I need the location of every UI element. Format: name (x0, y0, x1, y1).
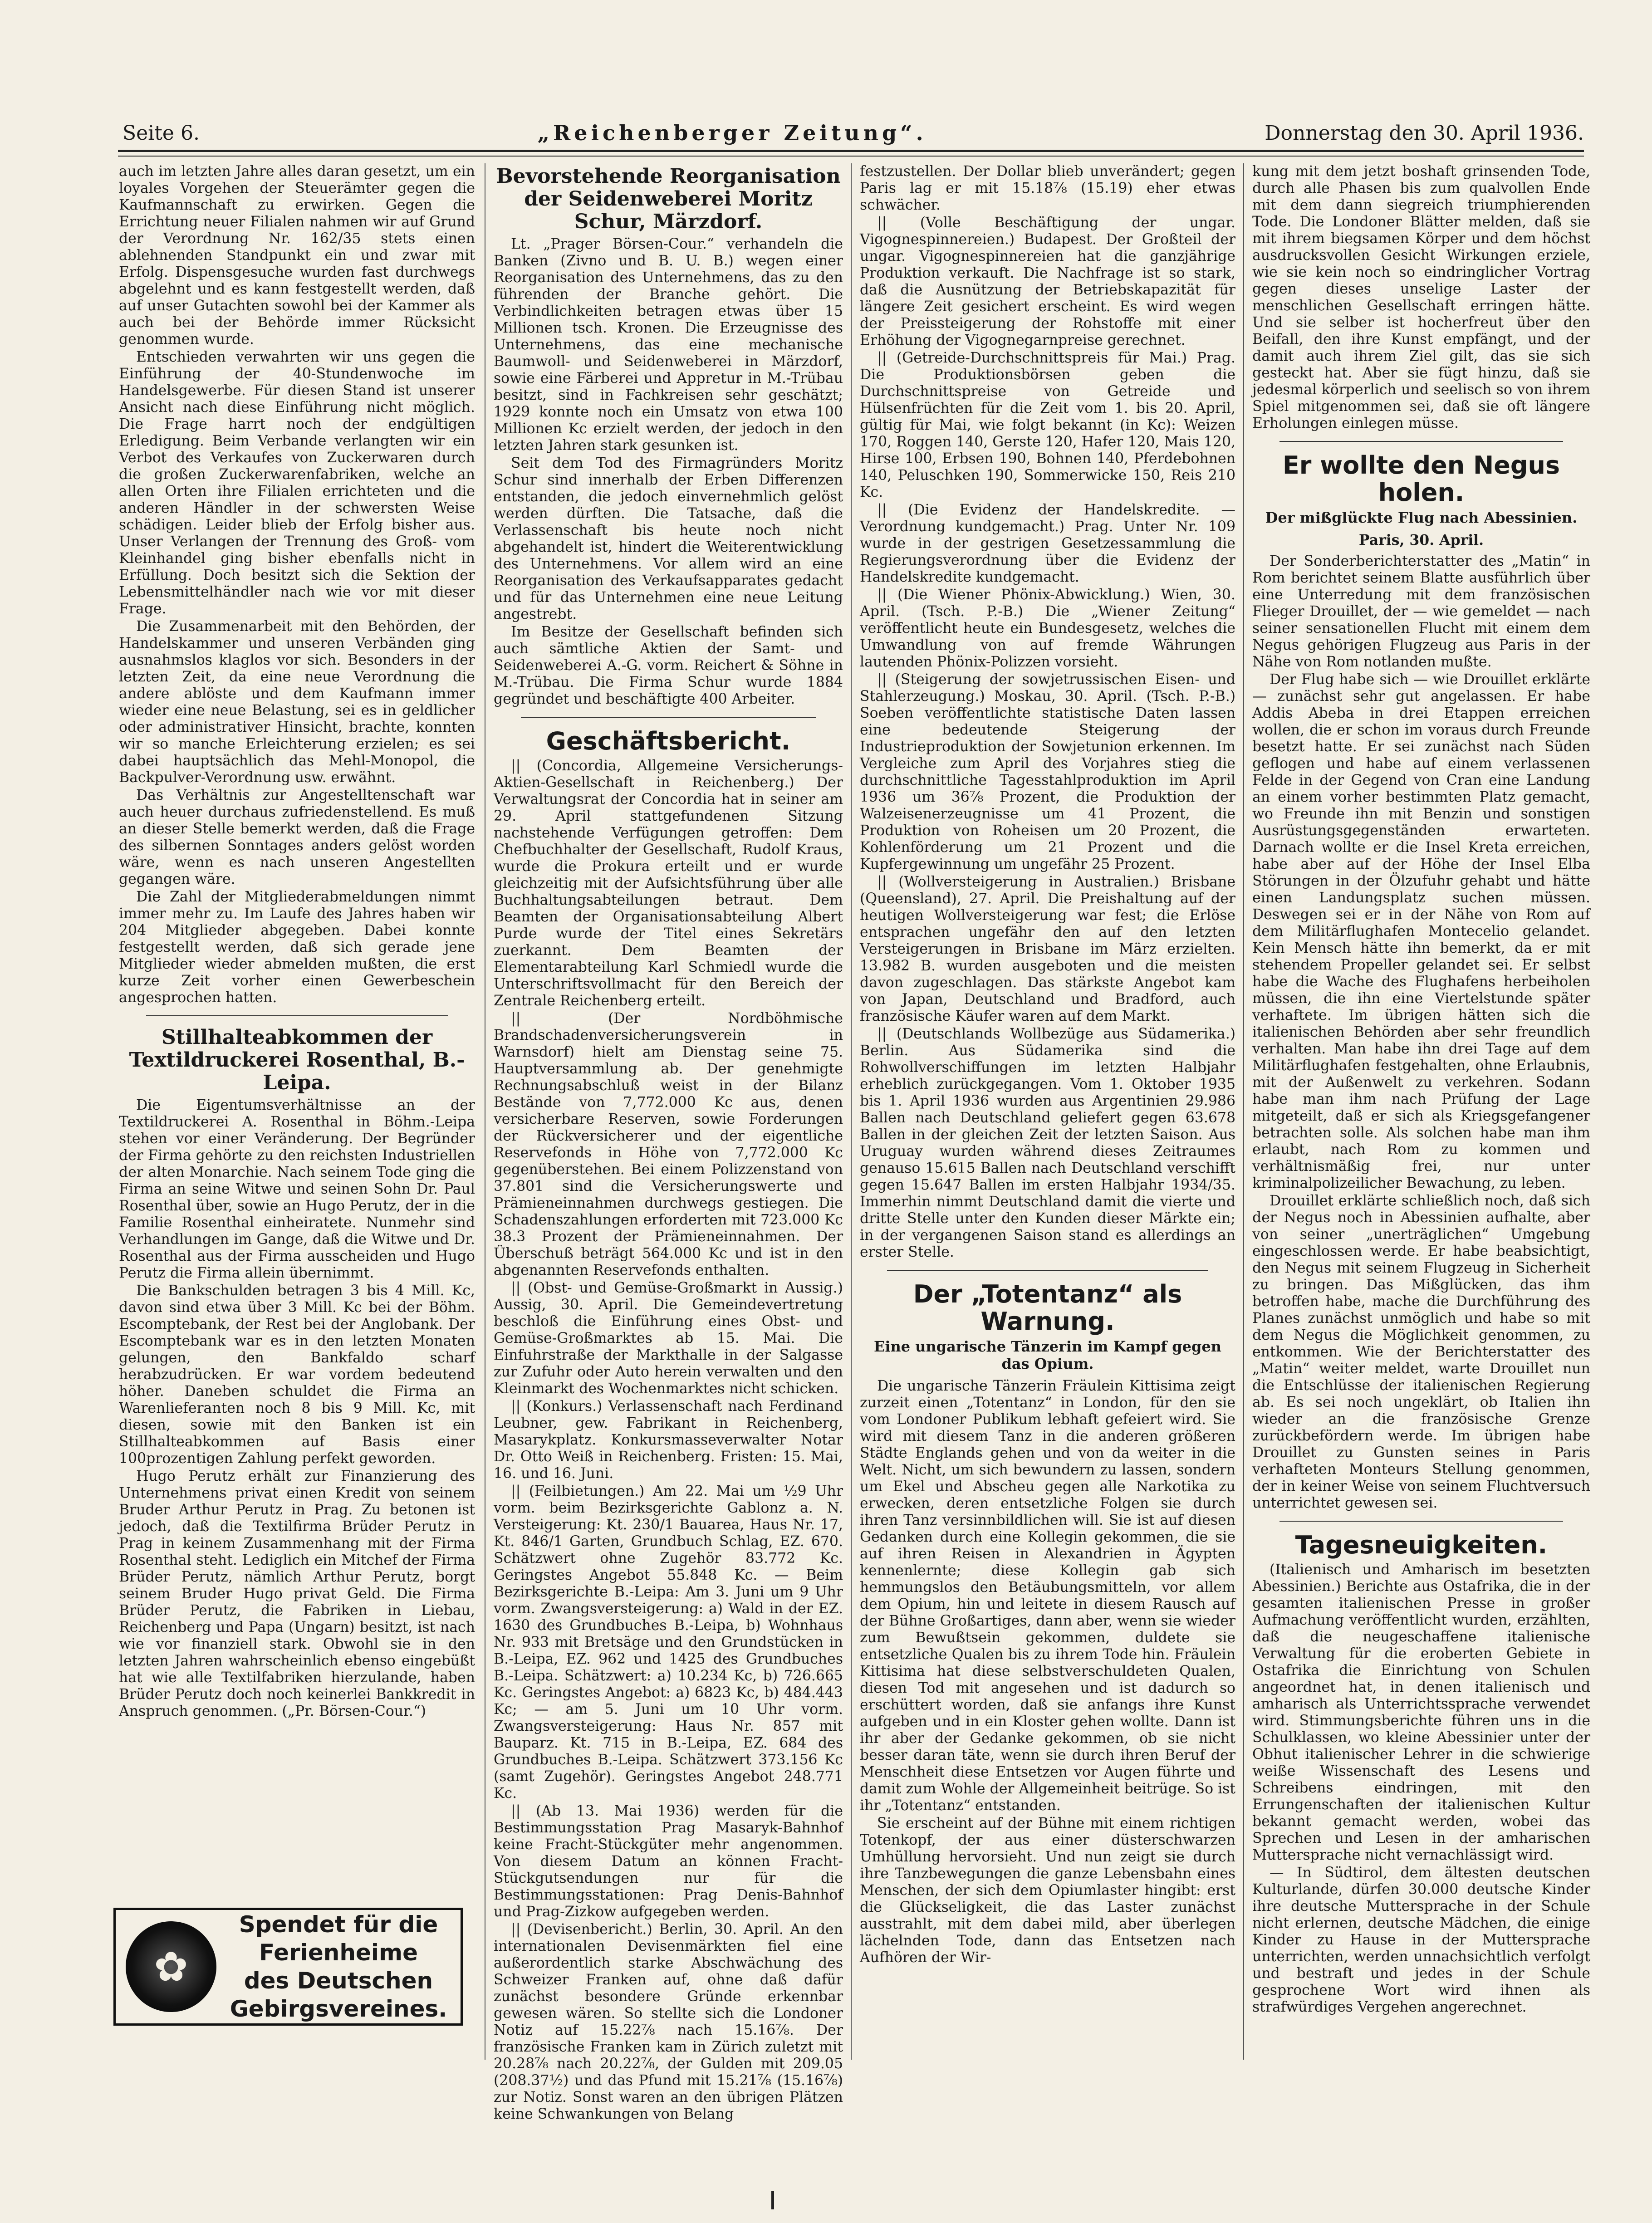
paragraph: || (Konkurs.) Verlassenschaft nach Ferdinand Leubner, gew. Fabrikant in Reichenberg, Masarykplatz. Konkursmasseverwalter Notar Dr. Otto Weiß in Reichenberg. Fristen: 15. Mai, 16. und 16. Juni. (494, 1398, 843, 1482)
paragraph: Die ungarische Tänzerin Fräulein Kittisima zeigt zurzeit einen „Totentanz“ in London, für den sie vom Londoner Publikum lebhaft gefeiert wird. Sie wird mit diesem Tanz in die anderen größeren Städte Englands gehen und von da weiter in die Welt. Nicht, um sich bewundern zu lassen, sondern um Ekel und Abscheu gegen alle Narkotika zu erwecken, deren entsetzliche Folgen sie durch ihren Tanz versinnbildlichen will. Sie ist auf diesen Gedanken durch eine Kollegin gekommen, die sie auf ihren Reisen in Alexandrien in Ägypten kennenlernte; diese Kollegin gab sich hemmungslos den Betäubungsmitteln, vor allem dem Opium, hin und leitete in diesem Rausch auf der Bühne Großartiges, dann aber, wenn sie wieder zum Bewußtsein gekommen, duldete sie entsetzliche Qualen bis zu ihrem Tode hin. Fräulein Kittisima hat diese selbstverschuldeten Qualen, diesen Tod mit angesehen und ist dadurch so erschüttert worden, daß sie anfangs ihre Kunst aufgeben und in ein Kloster gehen wollte. Dann ist ihr aber der Gedanke gekommen, ob sie nicht besser daran täte, wenn sie durch ihren Beruf der Menschheit diese Entsetzen vor Augen führte und damit zum Wohle der Allgemeinheit beitrüge. So ist ihr „Totentanz“ entstanden. (860, 1378, 1235, 1814)
paragraph: Im Besitze der Gesellschaft befinden sich auch sämtliche Aktien der Samt- und Seidenweberei A.-G. vorm. Reichert & Söhne in M.-Trübau. Die Firma Schur wurde 1884 gegründet und beschäftigte 400 Arbeiter. (494, 624, 843, 707)
paragraph: — In Südtirol, dem ältesten deutschen Kulturlande, dürfen 30.000 deutsche Kinder ihre deutsche Muttersprache in der Schule nicht erlernen, deutsche Mädchen, die einige Kinder zu Hause in der Muttersprache unterrichten, werden unnachsichtlich verfolgt und bestraft und jedes in der Schule gesprochene Wort wird ihnen als strafwürdiges Vergehen angerechnet. (1252, 1865, 1590, 2015)
article-subheadline: Der mißglückte Flug nach Abessinien. (1265, 509, 1578, 526)
header-rule-thin (118, 156, 1584, 157)
paragraph: Der Flug habe sich — wie Drouillet erklärte — zunächst sehr gut angelassen. Er habe Addis Abeba in drei Etappen erreichen wollen, die er schon im voraus durch Freunde besetzt hatte. Er sei zunächst nach Süden geflogen und habe auf einem verlassenen Felde in der Gegend von Cran eine Landung an einem vorher bestimmten Platz gemacht, wo Freunde ihn mit Benzin und sonstigen Ausrüstungsgegenständen erwarteten. Darnach wollte er die Insel Kreta erreichen, habe aber auf der Höhe der Insel Elba Störungen in der Ölzufuhr gehabt und hätte einen Landungsplatz suchen müssen. Deswegen sei er in der Nähe von Rom auf dem Militärflughafen Montecelio gelandet. Kein Mensch hätte ihn bemerkt, da er mit stehendem Propeller gelandet sei. Er selbst habe die Wache des Flughafens herbeiholen müssen, die ihn eine Viertelstunde später verhaftete. Im übrigen hätten sich die italienischen Behörden aber sehr freundlich verhalten. Man habe ihn drei Tage auf dem Militärflughafen festgehalten, ohne Erlaubnis, mit der Außenwelt zu verkehren. Sodann habe man ihm nach Prüfung der Lage mitgeteilt, daß er sich als Kriegsgefangener betrachten solle. Als solchen habe man ihm erlaubt, nach Rom zu kommen und verhältnismäßig frei, nur unter kriminalpolizeilicher Bewachung, zu leben. (1252, 671, 1590, 1191)
paragraph: Entschieden verwahrten wir uns gegen die Einführung der 40-Stundenwoche im Handelsgewerbe. Für diesen Stand ist unserer Ansicht nach diese Einführung nicht möglich. Die Frage harrt noch der endgültigen Erledigung. Beim Verbande verlangten wir ein Verbot des Verkaufes von Zuckerwaren durch die großen Zuckerwarenfabriken, welche an allen Orten ihre Filialen errichteten und die anderen Händler in der schwersten Weise schädigen. Leider blieb der Erfolg bisher aus. Unser Verlangen der Trennung des Groß- vom Kleinhandel ging bisher ebenfalls nicht in Erfüllung. Doch besitzt sich die Sektion der Lebensmittelhändler nach wie vor mit dieser Frage. (119, 349, 475, 617)
column-3 (860, 163, 1235, 2069)
article-separator (1279, 1521, 1563, 1522)
paragraph: || (Obst- und Gemüse-Großmarkt in Aussig.) Aussig, 30. April. Die Gemeindevertretung beschloß die Einführung eines Obst- und Gemüse-Großmarktes ab 15. Mai. Die Einfuhrstraße der Markthalle in der Salgasse zur Zufuhr oder Auto herein verwalten und den Kleinmarkt des Wochenmarktes nicht schicken. (494, 1280, 843, 1397)
paragraph: || (Steigerung der sowjetrussischen Eisen- und Stahlerzeugung.) Moskau, 30. April. (Tsch. P.-B.) Soeben veröffentlichte statistische Daten lassen eine bedeutende Steigerung der Industrieproduktion der Sowjetunion erkennen. Im Vergleiche zum April des Vorjahres stieg die durchschnittliche Tagesstahlproduktion im April 1936 um 36⅞ Prozent, die Produktion der Walzeisenerzeugnisse um 41 Prozent, die Produktion von Roheisen um 20 Prozent, die Kohlenförderung um 21 Prozent und die Kupfergewinnung um ungefähr 25 Prozent. (860, 671, 1235, 872)
paragraph: || (Getreide-Durchschnittspreis für Mai.) Prag. Die Produktionsbörsen geben die Durchschnittspreise von Getreide und Hülsenfrüchten für die Zeit vom 1. bis 20. April, gültig für Mai, wie folgt bekannt (in Kc): Weizen 170, Roggen 140, Gerste 120, Hafer 120, Mais 120, Hirse 100, Erbsen 190, Bohnen 140, Pferdebohnen 140, Peluschken 190, Sommerwicke 150, Reis 210 Kc. (860, 350, 1235, 500)
article-separator (1279, 441, 1563, 442)
paragraph: kung mit dem jetzt boshaft grinsenden Tode, durch alle Phasen bis zum qualvollen Ende mit dem dann siegreich triumphierenden Tode. Die Londoner Blätter melden, daß sie mit ihrem biegsamen Körper und dem höchst ausdrucksvollen Gesicht Wirkungen erziele, wie sie kein noch so eindringlicher Vortrag gegen dieses unselige Laster der menschlichen Gesellschaft erringen hätte. Und sie selber ist hocherfreut über den Beifall, den ihre Kunst empfängt, und der damit auch ihrem Ziel gilt, das sie sich gesteckt hat. Aber sie fügt hinzu, daß sie jedesmal körperlich und seelisch so von ihrem Spiel mitgenommen sei, daß sie oft längere Erholungen einlegen müsse. (1252, 163, 1590, 431)
paragraph: Der Sonderberichterstatter des „Matin“ in Rom berichtet seinem Blatte ausführlich über eine Unterredung mit dem französischen Flieger Drouillet, der — wie gemeldet — nach seiner sensationellen Flucht mit einem dem Negus gehörigen Flugzeug aus Paris in der Nähe von Rom notlanden mußte. (1252, 553, 1590, 670)
ad-line: Spendet für die (239, 1911, 438, 1938)
paragraph: || (Wollversteigerung in Australien.) Brisbane (Queensland), 27. April. Die Preishaltung auf der heutigen Wollversteigerung war fest; die Erlöse entsprachen ungefähr den auf den letzten Versteigerungen in Brisbane im März erzielten. 13.982 B. wurden ausgeboten und die meisten davon zugeschlagen. Das stärkste Angebot kam von Japan, Deutschland und Bradford, auch französische Käufer waren auf dem Markt. (860, 874, 1235, 1024)
paragraph: auch im letzten Jahre alles daran gesetzt, um ein loyales Vorgehen der Steuerämter gegen die Kaufmannschaft zu erwirken. Gegen die Errichtung neuer Filialen nahmen wir auf Grund der Verordnung Nr. 162/35 stets einen ablehnenden Standpunkt ein und zwar mit Erfolg. Dispensgesuche wurden fast durchwegs abgelehnt und es kann festgestellt werden, daß auf unser Gutachten sowohl bei der Kammer als auch bei der Behörde immer Rücksicht genommen wurde. (119, 163, 475, 348)
paragraph: Die Bankschulden betragen 3 bis 4 Mill. Kc, davon sind etwa über 3 Mill. Kc bei der Böhm. Escomptebank, der Rest bei der Anglobank. Der Escomptebank war es in den letzten Monaten gelungen, den Bankfaldo scharf herabzudrücken. Er war vordem bedeutend höher. Daneben schuldet die Firma an Warenlieferanten noch 8 bis 9 Mill. Kc, mit diesen, sowie mit den Banken ist ein Stillhalteabkommen auf Basis einer 100prozentigen Zahlung perfekt geworden. (119, 1283, 475, 1467)
page-number: Seite 6. (123, 121, 200, 145)
section-headline: Geschäftsbericht. (546, 727, 791, 755)
page-fold-mark (771, 2191, 774, 2209)
header-rule (118, 150, 1584, 152)
paragraph: Das Verhältnis zur Angestelltenschaft war auch heuer durchaus zufriedenstellend. Es muß an dieser Stelle bemerkt werden, daß die Frage des silbernen Sonntages anders gelöst worden wäre, wenn es nach unseren Angestellten gegangen wäre. (119, 787, 475, 887)
paragraph: Die Zahl der Mitgliederabmeldungen nimmt immer mehr zu. Im Laufe des Jahres haben wir 204 Mitglieder abgegeben. Dabei konnte festgestellt werden, daß sich gerade jene Mitglieder wieder abmelden mußten, die erst kurze Zeit vorher einen Gewerbeschein angesprochen hatten. (119, 889, 475, 1006)
advertisement-box (113, 1908, 463, 2026)
column-divider (851, 163, 852, 2060)
paragraph: || (Feilbietungen.) Am 22. Mai um ½9 Uhr vorm. beim Bezirksgerichte Gablonz a. N. Versteigerung: Kt. 230/1 Bauarea, Haus Nr. 17, Kt. 846/1 Garten, Grundbuch Schlag, EZ. 670. Schätzwert ohne Zugehör 83.772 Kc. Geringstes Angebot 55.848 Kc. — Beim Bezirksgerichte B.-Leipa: Am 3. Juni um 9 Uhr vorm. Zwangsversteigerung: a) Wald in der EZ. 1630 des Grundbuches B.-Leipa, b) Wohnhaus Nr. 933 mit Bretsäge und den Grundstücken in B.-Leipa, EZ. 962 und 1425 des Grundbuches B.-Leipa. Schätzwert: a) 10.234 Kc, b) 726.665 Kc. Geringstes Angebot: a) 6823 Kc, b) 484.443 Kc; — am 5. Juni um 10 Uhr vorm. Zwangsversteigerung: Haus Nr. 857 mit Bauparz. Kt. 715 in B.-Leipa, EZ. 684 des Grundbuches B.-Leipa. Schätzwert 373.156 Kc (samt Zugehör). Geringstes Angebot 248.771 Kc. (494, 1483, 843, 1802)
mountain-edelweiss-emblem-icon: ✿ (126, 1921, 216, 2012)
article-headline: Der „Totentanz“ als Warnung. (913, 1280, 1182, 1336)
paragraph: || (Die Wiener Phönix-Abwicklung.) Wien, 30. April. (Tsch. P.-B.) Die „Wiener Zeitung“ veröffentlicht heute ein Bundesgesetz, welches die Umwandlung von auf fremde Währungen lautenden Phönix-Polizzen vorsieht. (860, 587, 1235, 670)
paragraph: || (Volle Beschäftigung der ungar. Vigognespinnereien.) Budapest. Der Großteil der ungar. Vigognespinnereien hat die ganzjährige Produktion verkauft. Die Nachfrage ist so stark, daß die Ausnützung der Betriebskapazität für längere Zeit gesichert erscheint. Es wird wegen der Preissteigerung der Rohstoffe mit einer Erhöhung der Vigognegarnpreise gerechnet. (860, 215, 1235, 348)
section-headline: Tagesneuigkeiten. (1295, 1531, 1548, 1559)
paragraph: Sie erscheint auf der Bühne mit einem richtigen Totenkopf, der aus einer düsterschwarzen Umhüllung hervorsieht. Und nun zeigt sie durch ihre Tanzbewegungen die ganze Lebensbahn eines Menschen, der sich dem Opiumlaster hingibt: erst die Glückseligkeit, die das Laster zunächst ausstrahlt, mit dem dabei mild, aber überlegen lächelnden Tode, dann das Entsetzen nach Aufhören der Wir- (860, 1815, 1235, 1966)
advertisement-text (216, 1910, 461, 2023)
column-2 (494, 163, 843, 2122)
issue-date: Donnerstag den 30. April 1936. (1265, 121, 1584, 145)
newspaper-title: „Reichenberger Zeitung“. (537, 121, 927, 145)
paragraph: Die Eigentumsverhältnisse an der Textildruckerei A. Rosenthal in Böhm.-Leipa stehen vor einer Veränderung. Der Begründer der Firma gehörte zu den reichsten Industriellen der alten Monarchie. Nach seinem Tode ging die Firma an seine Witwe und seinen Sohn Dr. Paul Rosenthal über, sowie an Hugo Perutz, der in die Familie Rosenthal einheiratete. Nunmehr sind Verhandlungen im Gange, daß die Witwe und Dr. Rosenthal aus der Firma ausscheiden und Hugo Perutz die Firma allein übernimmt. (119, 1097, 475, 1281)
paragraph: || (Der Nordböhmische Brandschadenversicherungsverein in Warnsdorf) hielt am Dienstag seine 75. Hauptversammlung ab. Der genehmigte Rechnungsabschluß weist in der Bilanz Bestände von 7,772.000 Kc aus, denen versicherbare Reserven, sowie Forderungen der Rückversicherer und der eigentliche Reservefonds in Höhe von 7,772.000 Kc gegenüberstehen. Bei einem Polizzenstand von 37.801 sind die Versicherungswerte und Prämieneinnahmen durchwegs gestiegen. Die Schadenszahlungen erforderten mit 723.000 Kc 38.3 Prozent der Prämieneinnahmen. Der Überschuß beträgt 564.000 Kc und ist in den abgenannten Reservefonds enthalten. (494, 1010, 843, 1278)
article-headline: Bevorstehende Reorganisation der Seidenweberei Moritz Schur, Märzdorf. (496, 165, 841, 233)
dateline: Paris, 30. April. (1358, 532, 1484, 548)
article-separator (146, 1015, 448, 1016)
paragraph: Lt. „Prager Börsen-Cour.“ verhandeln die Banken (Zivno und B. U. B.) wegen einer Reorganisation des Unternehmens, das zu den führenden der Branche gehört. Die Verbindlichkeiten betragen etwas über 15 Millionen tsch. Kronen. Die Erzeugnisse des Unternehmens, das eine mechanische Baumwoll- und Seidenweberei in Märzdorf, sowie eine Färberei und Appretur in M.-Trübau besitzt, sind in Fachkreisen sehr geschätzt; 1929 konnte noch ein Umsatz von etwa 100 Millionen Kc erzielt werden, der jedoch in den letzten Jahren stark gesunken ist. (494, 236, 843, 454)
ad-line: des Deutschen (244, 1968, 433, 1994)
paragraph: Die Zusammenarbeit mit den Behörden, der Handelskammer und unseren Verbänden ging ausnahmslos klaglos vor sich. Besonders in der letzten Zeit, da eine neue Verordnung die andere ablöste und dem Kaufmann immer wieder eine neue Belastung, sei es in geldlicher oder administrativer Hinsicht, brachte, konnten wir so manche Erleichterung erzielen; es sei dabei hauptsächlich das Mehl-Monopol, die Backpulver-Verordnung usw. erwähnt. (119, 618, 475, 786)
column-1 (119, 163, 475, 1905)
paragraph: || (Die Evidenz der Handelskredite. — Verordnung kundgemacht.) Prag. Unter Nr. 109 wurde in der gestrigen Gesetzessammlung die Regierungsverordnung über die Evidenz der Handelskredite kundgemacht. (860, 502, 1235, 585)
ad-line: Gebirgsvereines. (230, 1996, 447, 2022)
paragraph: Drouillet erklärte schließlich noch, daß sich der Negus noch in Abessinien aufhalte, aber von seiner „unerträglichen“ Umgebung eingeschlossen werde. Er habe beabsichtigt, den Negus mit seinem Flugzeug in Sicherheit zu bringen. Das Mißglücken, das ihm betroffen habe, mache die Durchführung des Planes zunächst unmöglich und habe so mit dem Negus die Möglichkeit genommen, zu entkommen. Wie der Berichterstatter des „Matin“ weiter meldet, warte Drouillet nun die Entschlüsse der italienischen Regierung ab. Es sei noch ungeklärt, ob Italien ihn wieder an die französische Grenze zurückbefördern werde. Im übrigen habe Drouillet zu Gunsten seines in Paris verhafteten Monteurs Stellung genommen, der in keiner Weise von seinem Fluchtversuch unterrichtet gewesen sei. (1252, 1193, 1590, 1511)
paragraph: festzustellen. Der Dollar blieb unverändert; gegen Paris lag er mit 15.18⅞ (15.19) eher etwas schwächer. (860, 163, 1235, 213)
paragraph: (Italienisch und Amharisch im besetzten Abessinien.) Berichte aus Ostafrika, die in der gesamten italienischen Presse in großer Aufmachung veröffentlicht wurden, erzählten, daß die neugeschaffene italienische Verwaltung für die eroberten Gebiete in Ostafrika die Einrichtung von Schulen angeordnet hat, in denen italienisch und amharisch als Unterrichtssprache verwendet wird. Stimmungsberichte führen uns in die Schulklassen, wo kleine Abessinier unter der Obhut italienischer Lehrer in die schwierige weiße Wissenschaft des Lesens und Schreibens eindringen, mit den Errungenschaften der italienischen Kultur bekannt gemacht werden, wobei das Sprechen und Lesen in der amharischen Muttersprache nicht vernachlässigt wird. (1252, 1562, 1590, 1863)
article-separator (521, 717, 816, 718)
paragraph: || (Ab 13. Mai 1936) werden für die Bestimmungsstation Prag Masaryk-Bahnhof keine Fracht-Stückgüter mehr angenommen. Von diesem Datum an können Fracht-Stückgutsendungen nur für die Bestimmungsstationen: Prag Denis-Bahnhof und Prag-Zizkow aufgegeben werden. (494, 1803, 843, 1920)
paragraph: || (Deutschlands Wollbezüge aus Südamerika.) Berlin. Aus Südamerika sind die Rohwollverschiffungen im letzten Halbjahr erheblich zurückgegangen. Vom 1. Oktober 1935 bis 1. April 1936 wurden aus Argentinien 29.986 Ballen nach Deutschland geliefert gegen 63.678 Ballen in der gleichen Zeit der letzten Saison. Aus Uruguay wurden während dieses Zeitraumes genauso 15.615 Ballen nach Deutschland verschifft gegen 15.647 Ballen im ersten Halbjahr 1934/35. Immerhin nimmt Deutschland damit die vierte und dritte Stelle unter den Kunden dieser Märkte ein; in der vergangenen Saison stand es allerdings an erster Stelle. (860, 1026, 1235, 1260)
article-headline: Er wollte den Negus holen. (1282, 451, 1560, 507)
paragraph: || (Concordia, Allgemeine Versicherungs-Aktien-Gesellschaft in Reichenberg.) Der Verwaltungsrat der Concordia hat in seiner am 29. April stattgefundenen Sitzung nachstehende Verfügungen getroffen: Dem Chefbuchhalter der Gesellschaft, Rudolf Kraus, wurde die Prokura erteilt und er wurde gleichzeitig mit der Aufsichtsführung über alle Buchhaltungsabteilungen betraut. Dem Beamten der Organisationsabteilung Albert Purde wurde der Titel eines Sekretärs zuerkannt. Dem Beamten der Elementarabteilung Karl Schmiedl wurde die Unterschriftsvollmacht für den Bereich der Zentrale Reichenberg erteilt. (494, 758, 843, 1009)
article-separator (887, 1270, 1208, 1271)
paragraph: || (Devisenbericht.) Berlin, 30. April. An den internationalen Devisenmärkten fiel eine außerordentlich starke Abschwächung des Schweizer Franken auf, ohne daß dafür zunächst besondere Gründe erkennbar gewesen wären. So stellte sich die Londoner Notiz auf 15.22⅞ nach 15.16⅞. Der französische Franken kam in Zürich zuletzt mit 20.28⅞ nach 20.22⅞, der Gulden mit 209.05 (208.37½) und das Pfund mit 15.21⅞ (15.16⅞) zur Notiz. Sonst waren an den übrigen Plätzen keine Schwankungen von Belang (494, 1921, 843, 2122)
paragraph: Hugo Perutz erhält zur Finanzierung des Unternehmens privat einen Kredit von seinem Bruder Arthur Perutz in Prag. Zu betonen ist jedoch, daß die Textilfirma Brüder Perutz in Prag in keinem Zusammenhang mit der Firma Rosenthal steht. Lediglich ein Mitchef der Firma Brüder Perutz, nämlich Arthur Perutz, borgt seinem Bruder Hugo privat Geld. Die Firma Brüder Perutz, die Fabriken in Liebau, Reichenberg und Papa (Ungarn) besitzt, ist nach wie vor finanziell stark. Obwohl sie in den letzten Jahren wahrscheinlich ebenso eingebüßt hat wie alle Textilfabriken hierzulande, haben Brüder Perutz doch noch keinerlei Bankkredit in Anspruch genommen. („Pr. Börsen-Cour.“) (119, 1468, 475, 1719)
paragraph: Seit dem Tod des Firmagründers Moritz Schur sind innerhalb der Erben Differenzen entstanden, die jedoch einvernehmlich gelöst werden dürften. Die Tatsache, daß die Verlassenschaft bis heute noch nicht abgehandelt ist, hindert die Weiterentwicklung des Unternehmens. Vor allem wird an eine Reorganisation des Verkaufsapparates gedacht und für das Unternehmen eine neue Leitung angestrebt. (494, 455, 843, 622)
article-subheadline: Eine ungarische Tänzerin im Kampf gegen das Opium. (873, 1338, 1222, 1372)
column-4 (1252, 163, 1590, 2069)
column-divider (1243, 163, 1244, 2060)
article-headline: Stillhalteabkommen der Textildruckerei Rosenthal, B.-Leipa. (129, 1026, 465, 1094)
ad-line: Ferienheime (259, 1939, 418, 1966)
page-header (123, 117, 1584, 149)
